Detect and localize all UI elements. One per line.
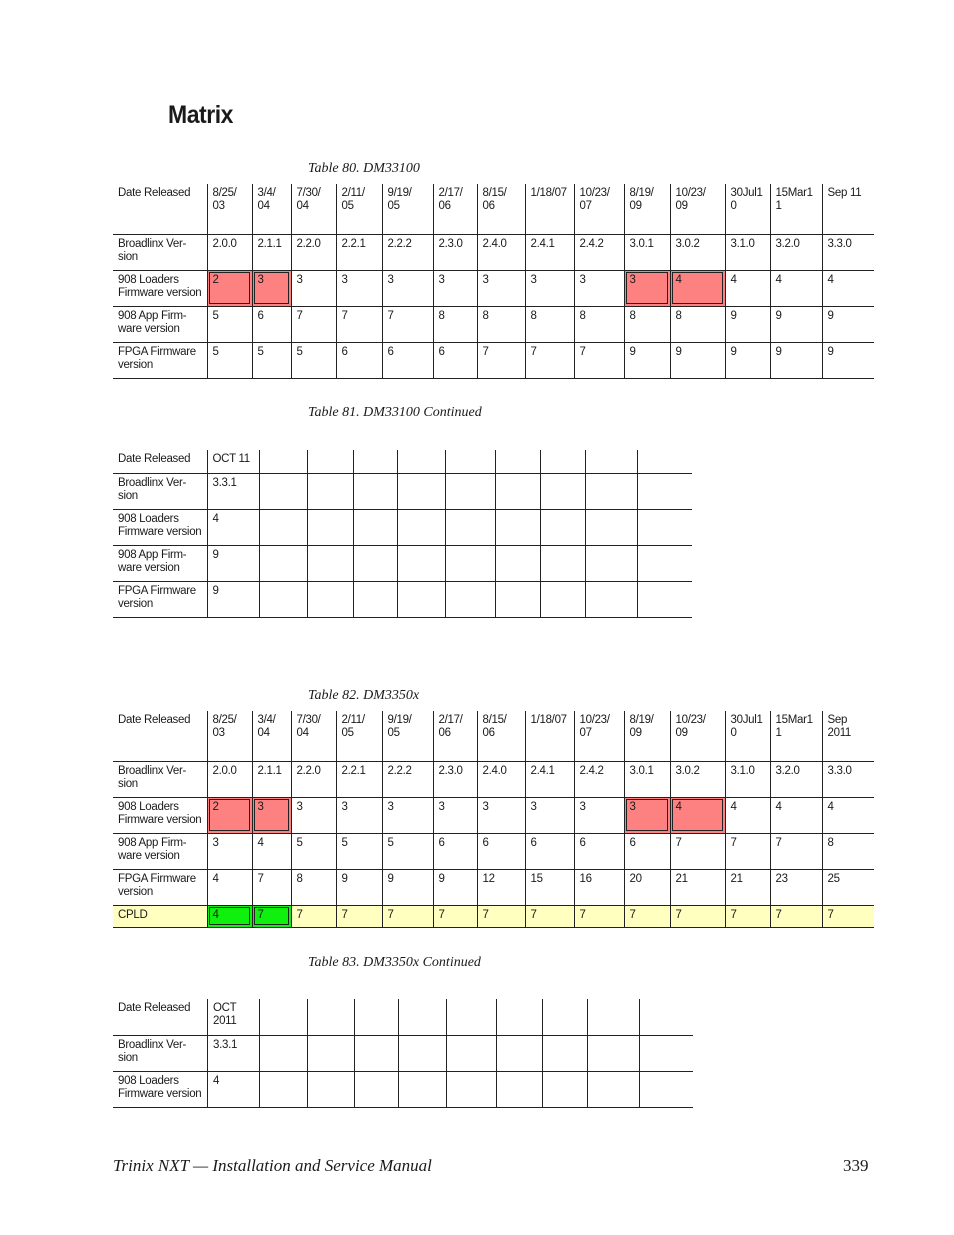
table-row	[113, 545, 692, 581]
page-heading: Matrix	[168, 101, 233, 129]
table-cell: 3.1.0	[725, 761, 770, 797]
table-cell: 8/15/ 06	[477, 711, 525, 761]
table-cell: 8	[624, 306, 670, 342]
row-header-cell: 908 App Firm- ware version	[113, 833, 207, 869]
table-cell	[640, 1071, 693, 1107]
table-cell: 2.2.1	[336, 234, 382, 270]
table-cell: OCT 2011	[207, 999, 259, 1035]
table-cell: 7	[382, 306, 433, 342]
table-cell: 9	[207, 545, 259, 581]
table-cell: 4	[822, 270, 874, 306]
table-cell	[307, 509, 353, 545]
table-cell: 2.4.2	[574, 234, 624, 270]
table-cell: 3.0.1	[624, 761, 670, 797]
table-cell: 23	[770, 869, 822, 905]
table-cell: 7	[291, 905, 336, 927]
table-dm3350x-continued	[113, 999, 693, 1108]
table-cell	[585, 545, 637, 581]
table-cell: 6	[382, 342, 433, 378]
table-cell: Sep 11	[822, 184, 874, 234]
table-cell	[397, 473, 445, 509]
table-cell: 30Jul1 0	[725, 711, 770, 761]
table-cell: 5	[291, 833, 336, 869]
table-cell: 5	[336, 833, 382, 869]
table-cell: 3	[382, 270, 433, 306]
table-row	[113, 711, 874, 761]
table-row	[113, 999, 693, 1035]
table-cell: 2/17/ 06	[433, 711, 477, 761]
table-cell	[397, 450, 445, 473]
table-cell: 21	[725, 869, 770, 905]
table-cell	[445, 509, 495, 545]
table-cell: 4	[725, 270, 770, 306]
table-cell: 8	[574, 306, 624, 342]
table-cell: 4	[670, 797, 725, 833]
table-cell: 2.2.0	[291, 234, 336, 270]
table-cell: 3	[433, 797, 477, 833]
table-cell: 2.0.0	[207, 234, 252, 270]
table-cell: 3	[252, 797, 291, 833]
table-cell: 3	[382, 797, 433, 833]
table-cell: 15Mar1 1	[770, 711, 822, 761]
table-cell	[445, 450, 495, 473]
table-cell	[353, 450, 397, 473]
table-cell	[542, 999, 587, 1035]
table-cell: 25	[822, 869, 874, 905]
table-cell	[587, 1071, 639, 1107]
row-header-cell: 908 Loaders Firmware version	[113, 1071, 207, 1107]
table-cell: 8/15/ 06	[477, 184, 525, 234]
table-cell	[585, 581, 637, 617]
row-header-cell: 908 App Firm- ware version	[113, 545, 207, 581]
table-cell	[495, 473, 540, 509]
table-cell	[354, 1035, 398, 1071]
table-cell: 6	[574, 833, 624, 869]
table-cell: 8	[291, 869, 336, 905]
table-cell	[540, 450, 585, 473]
table-cell	[259, 473, 307, 509]
footer-page-number: 339	[843, 1156, 869, 1175]
table-cell: 10/23/ 09	[670, 184, 725, 234]
table-cell	[497, 1035, 542, 1071]
table-cell	[495, 581, 540, 617]
table-cell	[308, 999, 354, 1035]
table-cell: 3.0.2	[670, 761, 725, 797]
row-header-cell: Date Released	[113, 711, 207, 761]
table-cell	[259, 509, 307, 545]
table-cell: 3.2.0	[770, 761, 822, 797]
table-cell: 8/19/ 09	[624, 711, 670, 761]
footer-manual-title: Trinix NXT — Installation and Service Manual	[113, 1156, 432, 1175]
table-cell: 2.4.0	[477, 234, 525, 270]
table-cell	[585, 473, 637, 509]
table-cell	[307, 545, 353, 581]
table-cell: OCT 11	[207, 450, 259, 473]
table-cell	[260, 1035, 308, 1071]
table-row	[113, 833, 874, 869]
table-cell: 15Mar1 1	[770, 184, 822, 234]
table-cell: 30Jul1 0	[725, 184, 770, 234]
table-cell	[260, 1071, 308, 1107]
table-cell	[260, 999, 308, 1035]
table-row	[113, 473, 692, 509]
table-cell	[497, 1071, 542, 1107]
table-cell	[398, 999, 446, 1035]
row-header-cell: Broadlinx Ver- sion	[113, 1035, 207, 1071]
table-row	[113, 450, 692, 473]
row-header-cell: Date Released	[113, 184, 207, 234]
table-cell: 3/4/ 04	[252, 711, 291, 761]
table-cell	[445, 581, 495, 617]
table-cell: 12	[477, 869, 525, 905]
table-cell: 8	[670, 306, 725, 342]
table-cell	[353, 581, 397, 617]
table-cell: 2.1.1	[252, 761, 291, 797]
table-row	[113, 1035, 693, 1071]
table-row	[113, 797, 874, 833]
row-header-cell: Date Released	[113, 450, 207, 473]
table-dm3350x	[113, 711, 874, 928]
row-header-cell: CPLD	[113, 905, 207, 927]
table-cell: 2/17/ 06	[433, 184, 477, 234]
table-cell: 3	[624, 270, 670, 306]
table-cell: 9	[822, 306, 874, 342]
table-cell: 4	[770, 797, 822, 833]
table-cell: 6	[336, 342, 382, 378]
table-cell: 7	[525, 905, 574, 927]
table-cell: 7	[574, 342, 624, 378]
table-cell	[542, 1071, 587, 1107]
table-cell: 7	[770, 905, 822, 927]
table-cell: 3	[525, 270, 574, 306]
row-header-cell: 908 Loaders Firmware version	[113, 797, 207, 833]
table-row	[113, 581, 692, 617]
table-cell: 9	[770, 306, 822, 342]
table-cell	[447, 1071, 497, 1107]
table-cell	[308, 1035, 354, 1071]
table-cell: 2/11/ 05	[336, 711, 382, 761]
table-cell: 8/25/ 03	[207, 711, 252, 761]
table-cell: 9	[670, 342, 725, 378]
table-cell	[497, 999, 542, 1035]
table-cell: 9	[433, 869, 477, 905]
table-cell: 7	[725, 833, 770, 869]
table-cell: 7	[433, 905, 477, 927]
table-cell: 2.4.1	[525, 761, 574, 797]
table-83-caption: Table 83. DM3350x Continued	[308, 955, 481, 970]
table-cell	[637, 450, 692, 473]
table-cell	[353, 473, 397, 509]
table-cell: 3.3.0	[822, 234, 874, 270]
table-cell: 10/23/ 07	[574, 184, 624, 234]
table-cell: 3	[574, 797, 624, 833]
table-dm33100	[113, 184, 874, 379]
table-cell: 9	[382, 869, 433, 905]
table-cell: 6	[525, 833, 574, 869]
table-cell: 5	[382, 833, 433, 869]
table-cell: 7	[336, 905, 382, 927]
table-cell: 16	[574, 869, 624, 905]
table-cell: 9	[725, 342, 770, 378]
table-cell	[447, 1035, 497, 1071]
table-cell: 3	[477, 270, 525, 306]
table-cell: 7	[822, 905, 874, 927]
table-cell: 3	[525, 797, 574, 833]
table-row	[113, 1071, 693, 1107]
table-cell: 5	[291, 342, 336, 378]
table-cell: 3	[252, 270, 291, 306]
table-cell: 2	[207, 797, 252, 833]
table-cell	[637, 545, 692, 581]
table-cell	[542, 1035, 587, 1071]
table-row	[113, 761, 874, 797]
table-cell	[259, 450, 307, 473]
row-header-cell: Broadlinx Ver- sion	[113, 761, 207, 797]
table-cell: 7	[624, 905, 670, 927]
table-row	[113, 509, 692, 545]
table-cell	[585, 509, 637, 545]
row-header-cell: FPGA Firmware version	[113, 581, 207, 617]
table-cell: 3	[291, 270, 336, 306]
table-cell	[259, 581, 307, 617]
table-cell: 4	[207, 509, 259, 545]
table-cell: 7	[291, 306, 336, 342]
table-cell	[445, 545, 495, 581]
table-cell: 4	[670, 270, 725, 306]
table-cell: 10/23/ 07	[574, 711, 624, 761]
table-row	[113, 234, 874, 270]
row-header-cell: 908 Loaders Firmware version	[113, 509, 207, 545]
row-header-cell: 908 Loaders Firmware version	[113, 270, 207, 306]
table-cell: 3	[207, 833, 252, 869]
row-header-cell: Date Released	[113, 999, 207, 1035]
table-cell: 3	[336, 797, 382, 833]
table-cell	[587, 999, 639, 1035]
table-cell: 8/19/ 09	[624, 184, 670, 234]
table-cell	[540, 509, 585, 545]
table-cell: 3/4/ 04	[252, 184, 291, 234]
table-80-caption: Table 80. DM33100	[308, 161, 420, 176]
table-row	[113, 306, 874, 342]
table-cell: 9	[822, 342, 874, 378]
table-cell: 4	[207, 905, 252, 927]
table-cell: 3	[574, 270, 624, 306]
table-cell: 21	[670, 869, 725, 905]
row-header-cell: FPGA Firmware version	[113, 869, 207, 905]
row-header-cell: Broadlinx Ver- sion	[113, 234, 207, 270]
table-cell	[353, 509, 397, 545]
table-cell: 4	[725, 797, 770, 833]
table-cell: 3	[477, 797, 525, 833]
table-cell: 2.3.0	[433, 761, 477, 797]
table-cell	[353, 545, 397, 581]
row-header-cell: 908 App Firm- ware version	[113, 306, 207, 342]
table-cell: 2.3.0	[433, 234, 477, 270]
table-cell: 7	[670, 833, 725, 869]
table-cell: 9	[624, 342, 670, 378]
table-cell: 2.2.2	[382, 234, 433, 270]
table-cell	[397, 545, 445, 581]
table-cell: 8	[822, 833, 874, 869]
table-row	[113, 342, 874, 378]
table-cell: 2.4.2	[574, 761, 624, 797]
table-cell: 5	[207, 342, 252, 378]
table-cell: 7/30/ 04	[291, 711, 336, 761]
table-cell: 2.4.0	[477, 761, 525, 797]
table-cell	[307, 450, 353, 473]
table-cell: 9/19/ 05	[382, 711, 433, 761]
table-cell	[259, 545, 307, 581]
table-cell	[495, 545, 540, 581]
table-cell: 8	[525, 306, 574, 342]
table-cell: 3.1.0	[725, 234, 770, 270]
table-cell: 1/18/07	[525, 184, 574, 234]
table-cell	[495, 450, 540, 473]
table-cell: 3.3.0	[822, 761, 874, 797]
row-header-cell: FPGA Firmware version	[113, 342, 207, 378]
table-cell	[307, 581, 353, 617]
table-cell: 7	[382, 905, 433, 927]
table-cell	[540, 581, 585, 617]
table-cell	[587, 1035, 639, 1071]
table-cell: 1/18/07	[525, 711, 574, 761]
table-cell: 6	[433, 342, 477, 378]
table-dm33100-continued	[113, 450, 692, 618]
table-cell: 3	[336, 270, 382, 306]
table-cell: 3	[433, 270, 477, 306]
table-cell: 2	[207, 270, 252, 306]
table-cell	[397, 581, 445, 617]
table-cell	[495, 509, 540, 545]
table-cell: 7	[252, 905, 291, 927]
table-cell: 2.2.2	[382, 761, 433, 797]
table-cell: 4	[207, 1071, 259, 1107]
table-cell: 3.3.1	[207, 1035, 259, 1071]
table-cell: 7	[477, 342, 525, 378]
table-cell: 7	[670, 905, 725, 927]
table-cell: 7	[252, 869, 291, 905]
table-82-caption: Table 82. DM3350x	[308, 688, 420, 703]
table-cell: 2.2.0	[291, 761, 336, 797]
table-row	[113, 184, 874, 234]
table-cell: 5	[252, 342, 291, 378]
table-cell: 3.0.2	[670, 234, 725, 270]
table-cell: 3	[291, 797, 336, 833]
table-cell	[637, 473, 692, 509]
table-cell: 3.0.1	[624, 234, 670, 270]
table-cell	[637, 581, 692, 617]
table-81-caption: Table 81. DM33100 Continued	[308, 405, 482, 420]
table-cell	[398, 1035, 446, 1071]
table-cell	[307, 473, 353, 509]
table-cell: 7	[574, 905, 624, 927]
table-cell: 8	[433, 306, 477, 342]
table-cell: 9	[770, 342, 822, 378]
table-row	[113, 869, 874, 905]
table-cell: 10/23/ 09	[670, 711, 725, 761]
table-cell: 3.2.0	[770, 234, 822, 270]
table-cell: 4	[207, 869, 252, 905]
table-cell: 6	[252, 306, 291, 342]
table-cell	[354, 999, 398, 1035]
table-cell: 8/25/ 03	[207, 184, 252, 234]
table-cell: 9/19/ 05	[382, 184, 433, 234]
table-cell: 7	[770, 833, 822, 869]
table-row	[113, 270, 874, 306]
table-cell: 2.1.1	[252, 234, 291, 270]
table-cell: 7/30/ 04	[291, 184, 336, 234]
table-cell: 2.0.0	[207, 761, 252, 797]
table-cell: 4	[822, 797, 874, 833]
table-cell: 9	[725, 306, 770, 342]
table-cell	[540, 473, 585, 509]
table-cell: 7	[725, 905, 770, 927]
table-cell: 3	[624, 797, 670, 833]
table-cell	[308, 1071, 354, 1107]
table-cell: 9	[336, 869, 382, 905]
table-cell: 4	[252, 833, 291, 869]
table-cell: 6	[433, 833, 477, 869]
table-cell	[640, 999, 693, 1035]
table-cell: 2.2.1	[336, 761, 382, 797]
table-cell: 3.3.1	[207, 473, 259, 509]
row-header-cell: Broadlinx Ver- sion	[113, 473, 207, 509]
table-cell	[640, 1035, 693, 1071]
table-cell: 15	[525, 869, 574, 905]
table-cell: Sep 2011	[822, 711, 874, 761]
table-cell: 6	[624, 833, 670, 869]
table-cell	[540, 545, 585, 581]
table-cell: 7	[525, 342, 574, 378]
table-cell: 7	[477, 905, 525, 927]
table-cell	[585, 450, 637, 473]
table-cell: 9	[207, 581, 259, 617]
table-cell: 4	[770, 270, 822, 306]
table-cell: 2.4.1	[525, 234, 574, 270]
table-cell	[397, 509, 445, 545]
table-cell: 7	[336, 306, 382, 342]
table-cell: 20	[624, 869, 670, 905]
table-cell	[637, 509, 692, 545]
table-cell	[447, 999, 497, 1035]
table-cell	[445, 473, 495, 509]
table-cell: 8	[477, 306, 525, 342]
table-cell	[398, 1071, 446, 1107]
table-cell: 5	[207, 306, 252, 342]
table-cell	[354, 1071, 398, 1107]
table-cell: 6	[477, 833, 525, 869]
table-cell: 2/11/ 05	[336, 184, 382, 234]
table-row	[113, 905, 874, 927]
